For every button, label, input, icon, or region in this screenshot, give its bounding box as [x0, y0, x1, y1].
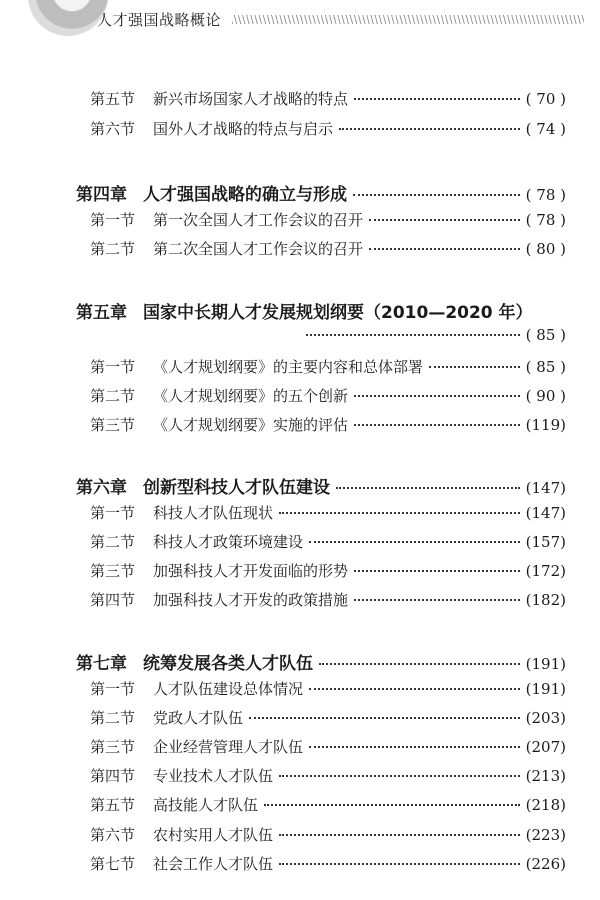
toc-page-number: ( 80 ) — [525, 240, 566, 258]
toc-page-number: (226) — [525, 855, 566, 873]
toc-page-number: ( 74 ) — [525, 120, 566, 138]
toc-entry-label: 第二节 — [90, 387, 136, 405]
toc-entry-title: 加强科技人才开发的政策措施 — [153, 591, 349, 609]
toc-section-row — [90, 589, 566, 610]
toc-chapter-row — [76, 649, 566, 674]
toc-dot-leader — [306, 334, 520, 336]
toc-entry-label: 第五节 — [90, 796, 136, 814]
toc-chapter-row — [76, 298, 566, 323]
toc-dot-leader — [309, 541, 520, 543]
toc-dot-leader — [354, 98, 520, 100]
toc-entry-label: 第六节 — [90, 120, 136, 138]
toc-section-row — [90, 118, 566, 139]
toc-entry-title: 第二次全国人才工作会议的召开 — [153, 240, 364, 258]
toc-entry-title: 科技人才政策环境建设 — [153, 533, 304, 551]
toc-page-number: (191) — [525, 680, 566, 698]
toc-page-number: ( 78 ) — [525, 186, 566, 204]
toc-page-number: ( 70 ) — [525, 90, 566, 108]
toc-dot-leader — [309, 688, 520, 690]
toc-entry-label: 第一节 — [90, 504, 136, 522]
toc-section-row — [90, 736, 566, 757]
toc-entry-title: 创新型科技人才队伍建设 — [143, 478, 330, 498]
toc-dot-leader — [336, 487, 520, 489]
toc-section-row — [90, 356, 566, 377]
toc-entry-title: 人才强国战略的确立与形成 — [143, 185, 347, 205]
toc-page-number: (182) — [525, 591, 566, 609]
toc-page-number: (218) — [525, 796, 566, 814]
toc-section-row — [90, 765, 566, 786]
toc-section-row — [90, 414, 566, 435]
toc-section-row — [90, 531, 566, 552]
toc-page-number: (223) — [525, 826, 566, 844]
toc-dot-leader — [309, 746, 520, 748]
toc-section-row — [90, 238, 566, 259]
toc-section-row — [90, 678, 566, 699]
toc-chapter-row — [76, 473, 566, 498]
toc-entry-title: 新兴市场国家人才战略的特点 — [153, 90, 349, 108]
toc-entry-title: 加强科技人才开发面临的形势 — [153, 562, 349, 580]
toc-page-number: (147) — [525, 504, 566, 522]
toc-dot-leader — [279, 512, 520, 514]
toc-entry-title: 人才队伍建设总体情况 — [153, 680, 304, 698]
toc-entry-title: 社会工作人才队伍 — [153, 855, 274, 873]
toc-dot-leader — [354, 424, 520, 426]
toc-dot-leader — [429, 366, 520, 368]
toc-entry-label: 第二节 — [90, 240, 136, 258]
toc-entry-title: 国外人才战略的特点与启示 — [153, 120, 334, 138]
toc-dot-leader — [279, 863, 520, 865]
toc-dot-leader — [279, 775, 520, 777]
toc-dot-leader — [264, 804, 520, 806]
toc-section-row — [90, 385, 566, 406]
toc-dot-leader — [369, 248, 520, 250]
toc-entry-label: 第一节 — [90, 211, 136, 229]
toc-section-row — [90, 794, 566, 815]
toc-entry-label: 第一节 — [90, 680, 136, 698]
toc-section-row — [90, 88, 566, 109]
toc-section-row — [90, 824, 566, 845]
toc-entry-title: 《人才规划纲要》的五个创新 — [153, 387, 349, 405]
toc-entry-title: 高技能人才队伍 — [153, 796, 259, 814]
toc-entry-label: 第三节 — [90, 738, 136, 756]
toc-entry-title: 国家中长期人才发展规划纲要（2010—2020 年） — [143, 303, 533, 323]
toc-page-number: ( 85 ) — [525, 326, 566, 344]
toc-page-number: (207) — [525, 738, 566, 756]
toc-dot-leader — [353, 194, 520, 196]
toc-page-number: ( 90 ) — [525, 387, 566, 405]
toc-entry-label: 第四章 — [76, 185, 127, 205]
toc-page-number: (157) — [525, 533, 566, 551]
toc-dot-leader — [354, 395, 520, 397]
toc-page-number: (213) — [525, 767, 566, 785]
toc-section-row — [90, 707, 566, 728]
toc-entry-label: 第五章 — [76, 303, 127, 323]
toc-entry-title: 企业经营管理人才队伍 — [153, 738, 304, 756]
toc-page-number: (147) — [525, 479, 566, 497]
toc-section-row — [90, 209, 566, 230]
toc-entry-title: 党政人才队伍 — [153, 709, 244, 727]
toc-dot-leader — [279, 834, 520, 836]
toc-entry-title: 专业技术人才队伍 — [153, 767, 274, 785]
toc-entry-label: 第七章 — [76, 654, 127, 674]
toc-page-number: ( 85 ) — [525, 358, 566, 376]
toc-entry-title: 统筹发展各类人才队伍 — [143, 654, 313, 674]
toc-entry-title: 《人才规划纲要》的主要内容和总体部署 — [153, 358, 424, 376]
toc-dot-leader — [354, 570, 520, 572]
toc-section-row — [90, 502, 566, 523]
toc-entry-label: 第二节 — [90, 533, 136, 551]
toc-entry-label: 第六章 — [76, 478, 127, 498]
toc-entry-title: 科技人才队伍现状 — [153, 504, 274, 522]
toc-page-number: (191) — [525, 655, 566, 673]
toc-entry-label: 第七节 — [90, 855, 136, 873]
toc-section-row — [90, 560, 566, 581]
toc-dot-leader — [319, 663, 520, 665]
toc-entry-label: 第五节 — [90, 90, 136, 108]
toc-dot-leader — [354, 599, 520, 601]
toc-dot-leader — [369, 219, 520, 221]
book-title: 人才强国战略概论 — [97, 11, 222, 29]
toc-entry-title: 农村实用人才队伍 — [153, 826, 274, 844]
toc-page-number: ( 78 ) — [525, 211, 566, 229]
toc-entry-label: 第二节 — [90, 709, 136, 727]
toc-page-number: (119) — [525, 416, 566, 434]
toc-dot-leader — [339, 128, 520, 130]
toc-entry-label: 第三节 — [90, 562, 136, 580]
toc-chapter-row — [76, 180, 566, 205]
toc-entry-label: 第六节 — [90, 826, 136, 844]
toc-dot-leader — [249, 717, 520, 719]
toc-entry-label: 第四节 — [90, 767, 136, 785]
toc-entry-title: 《人才规划纲要》实施的评估 — [153, 416, 349, 434]
toc-entry-title: 第一次全国人才工作会议的召开 — [153, 211, 364, 229]
toc-entry-label: 第四节 — [90, 591, 136, 609]
toc-page-number: (203) — [525, 709, 566, 727]
toc-page-number: (172) — [525, 562, 566, 580]
toc-entry-label: 第三节 — [90, 416, 136, 434]
toc-section-row — [300, 326, 566, 344]
toc-section-row — [90, 853, 566, 874]
toc-entry-label: 第一节 — [90, 358, 136, 376]
